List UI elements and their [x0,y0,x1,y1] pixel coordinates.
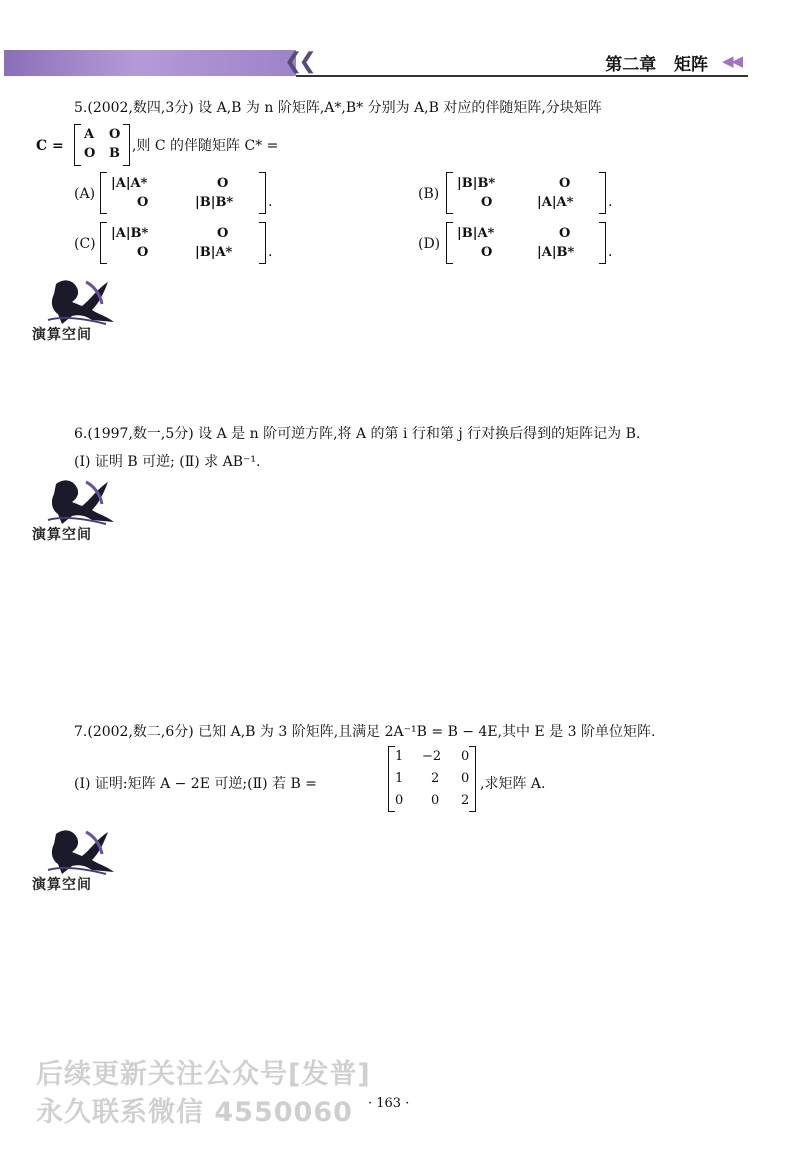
matrix-cell: |B|B* [457,176,496,191]
logo-text: 演算空间 [32,327,92,343]
matrix-b [388,746,476,812]
option-label-b: (B) [418,186,440,202]
matrix-cell: O [217,226,229,241]
matrix-cell: 0 [431,793,440,808]
matrix-cell: |B|A* [195,245,233,260]
option-label-c: (C) [74,236,96,252]
matrix-cell: B [109,146,120,161]
period: . [608,194,613,210]
header-rule [296,75,748,77]
matrix-cell: 2 [461,793,470,808]
q7-subquestions: (Ⅰ) 证明:矩阵 A − 2E 可逆;(Ⅱ) 若 B = [74,776,317,792]
page-number: · 163 · [368,1096,410,1111]
q5-stem-tail: ,则 C 的伴随矩阵 C* = [132,138,279,154]
q6-subquestions: (Ⅰ) 证明 B 可逆; (Ⅱ) 求 AB⁻¹. [74,454,261,470]
q7-stem-tail: ,求矩阵 A. [480,776,546,792]
chapter-heading [605,50,708,75]
matrix-cell: 0 [461,749,470,764]
period: . [608,244,613,260]
period: . [268,194,273,210]
matrix-cell: O [137,245,149,260]
dancer-logo-icon [42,826,120,876]
logo-text: 演算空间 [32,877,92,893]
matrix-c [74,124,130,166]
option-matrix-a [100,172,266,214]
period: . [268,244,273,260]
matrix-cell: −2 [422,749,442,764]
triangle-left-icon: ◀◀ [722,52,742,70]
matrix-cell: |A|B* [111,226,149,241]
matrix-cell: 2 [431,771,440,786]
watermark-line-1: 后续更新关注公众号[发普] [36,1059,371,1090]
matrix-cell: O [481,195,493,210]
option-matrix-d [446,222,606,264]
logo-text: 演算空间 [32,527,92,543]
matrix-cell: O [559,226,571,241]
matrix-cell: 1 [395,771,404,786]
matrix-cell: |B|A* [457,226,495,241]
matrix-cell: |A|A* [111,176,148,191]
option-matrix-c [100,222,266,264]
watermark-line-2: 永久联系微信 4550060 [36,1097,353,1128]
matrix-cell: |A|B* [537,245,575,260]
matrix-cell: 1 [395,749,404,764]
logo [32,276,122,346]
header-band [4,50,296,76]
option-label-d: (D) [418,236,441,252]
option-label-a: (A) [74,186,96,202]
q7-stem: 7.(2002,数二,6分) 已知 A,B 为 3 阶矩阵,且满足 2A⁻¹B = B − 4E,其中 E 是 3 阶单位矩阵. [74,724,656,740]
chapter-title: 矩阵 [674,55,708,75]
q5-stem: 5.(2002,数四,3分) 设 A,B 为 n 阶矩阵,A*,B* 分别为 A,B 对应的伴随矩阵,分块矩阵 [74,100,602,116]
option-matrix-b [446,172,606,214]
q5-c-label: C = [36,138,64,154]
chapter-number: 第二章 [605,55,657,75]
matrix-cell: O [481,245,493,260]
matrix-cell: O [137,195,149,210]
dancer-logo-icon [42,276,120,326]
q6-stem: 6.(1997,数一,5分) 设 A 是 n 阶可逆方阵,将 A 的第 i 行和第 j 行对换后得到的矩阵记为 B. [74,426,641,442]
logo [32,476,122,546]
logo [32,826,122,896]
matrix-cell: O [109,127,121,142]
matrix-cell: O [84,146,96,161]
chevron-left-icon: ❮❮ [284,49,313,74]
matrix-cell: |B|B* [195,195,234,210]
matrix-cell: A [84,127,95,142]
matrix-cell: O [217,176,229,191]
dancer-logo-icon [42,476,120,526]
matrix-cell: O [559,176,571,191]
matrix-cell: 0 [395,793,404,808]
matrix-cell: |A|A* [537,195,574,210]
matrix-cell: 0 [461,771,470,786]
